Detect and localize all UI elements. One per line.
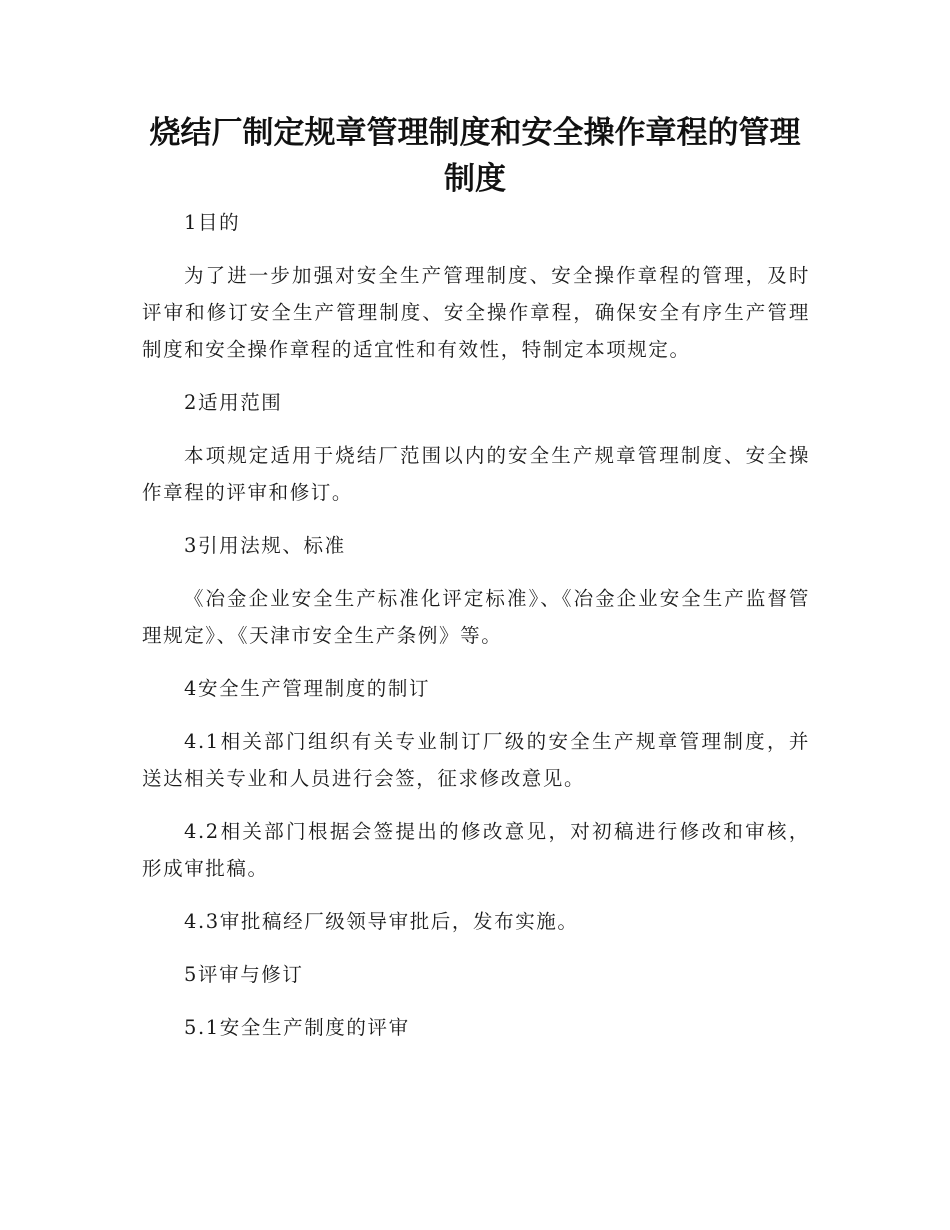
section-2-heading: 2适用范围 [184,391,283,414]
section-5-heading: 5评审与修订 [184,963,304,986]
document-title: 烧结厂制定规章管理制度和安全操作章程的管理制度 [149,115,801,197]
document-body [142,204,810,1062]
section-4-3-paragraph: 4.3审批稿经厂级领导审批后，发布实施。 [184,910,579,933]
section-3-heading: 3引用法规、标准 [184,534,346,557]
section-4-2-paragraph: 4.2相关部门根据会签提出的修改意见，对初稿进行修改和审核，形成审批稿。 [142,820,810,880]
section-4-heading: 4安全生产管理制度的制订 [184,677,431,700]
section-3-paragraph: 《冶金企业安全生产标准化评定标准》、《冶金企业安全生产监督管理规定》、《天津市安全生产条例》等。 [142,587,810,647]
section-2-paragraph: 本项规定适用于烧结厂范围以内的安全生产规章管理制度、安全操作章程的评审和修订。 [142,444,810,504]
section-1-paragraph: 为了进一步加强对安全生产管理制度、安全操作章程的管理，及时评审和修订安全生产管理制度、安全操作章程，确保安全有序生产管理制度和安全操作章程的适宜性和有效性，特制定本项规定。 [142,264,810,361]
section-4-1-paragraph: 4.1相关部门组织有关专业制订厂级的安全生产规章管理制度，并送达相关专业和人员进行会签，征求修改意见。 [142,730,810,790]
section-5-1-heading: 5.1安全生产制度的评审 [184,1016,410,1039]
section-1-heading: 1目的 [184,211,241,234]
